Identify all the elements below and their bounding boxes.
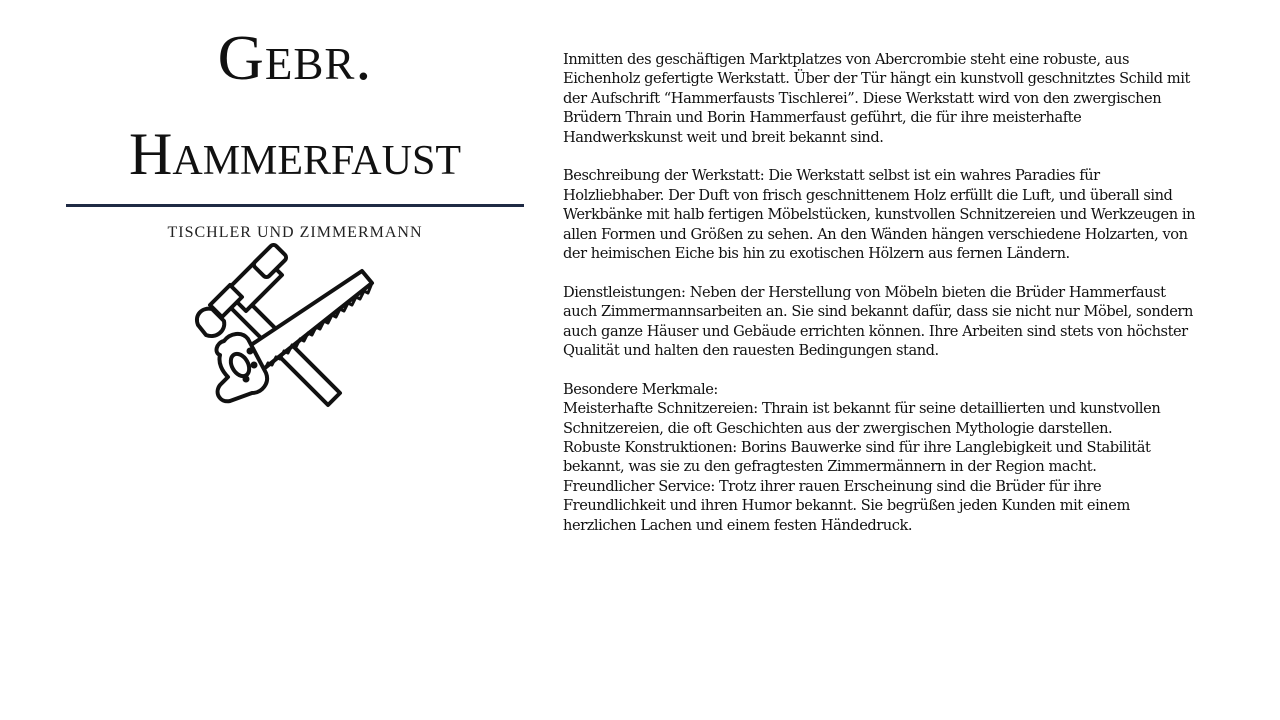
- services-paragraph: Dienstleistungen: Neben der Herstellung von Möbeln bieten die Brüder Hammerfaust auch Zimmermannsarbeiten an. Sie sind bekannt dafür, dass sie nicht nur Möbel, sondern auch ganze Häuser und Gebäude errichten können. Ihre Arbeiten sind stets von höchster Qualität und halten den rauesten Bedingungen stand.: [563, 283, 1193, 360]
- logo-title-line1: Gebr.: [217, 22, 373, 93]
- logo-title-line2: Hammerfaust: [129, 121, 461, 187]
- features-heading: Besondere Merkmale:: [563, 380, 718, 398]
- logo: [30, 18, 560, 428]
- hammer-and-saw-icon: [190, 243, 390, 418]
- article-text: [563, 50, 1203, 555]
- features-section: [563, 380, 1203, 535]
- workshop-paragraph: Beschreibung der Werkstatt: Die Werkstatt selbst ist ein wahres Paradies für Holzliebhaber. Der Duft von frisch geschnittenem Holz erfüllt die Luft, und überall sind Werkbänke mit halb fertigen Möbelstücken, kunstvollen Schnitzereien und Werkzeugen in allen Formen und Größen zu sehen. An den Wänden hängen verschiedene Holzarten, von der heimischen Eiche bis hin zu exotischen Hölzern aus fernen Ländern.: [563, 167, 1196, 263]
- feature-item: Freundlicher Service: Trotz ihrer rauen Erscheinung sind die Brüder für ihre Freundlichkeit und ihren Humor bekannt. Sie begrüßen jeden Kunden mit einem herzlichen Lachen und einem festen Händedruck.: [563, 477, 1130, 534]
- feature-item: Meisterhafte Schnitzereien: Thrain ist bekannt für seine detaillierten und kunstvollen Schnitzereien, die oft Geschichten aus der zwergischen Mythologie darstellen.: [563, 400, 1161, 437]
- feature-item: Robuste Konstruktionen: Borins Bauwerke sind für ihre Langlebigkeit und Stabilität bekannt, was sie zu den gefragtesten Zimmermännern in der Region macht.: [563, 439, 1151, 476]
- intro-paragraph: Inmitten des geschäftigen Marktplatzes von Abercrombie steht eine robuste, aus Eichenholz gefertigte Werkstatt. Über der Tür hängt ein kunstvoll geschnitztes Schild mit der Aufschrift “Hammerfausts Tischlerei”. Diese Werkstatt wird von den zwergischen Brüdern Thrain und Borin Hammerfaust geführt, die für ihre meisterhafte Handwerkskunst weit und breit bekannt sind.: [563, 51, 1190, 146]
- logo-divider: [66, 204, 524, 207]
- logo-subtitle: TISCHLER UND ZIMMERMANN: [167, 224, 423, 241]
